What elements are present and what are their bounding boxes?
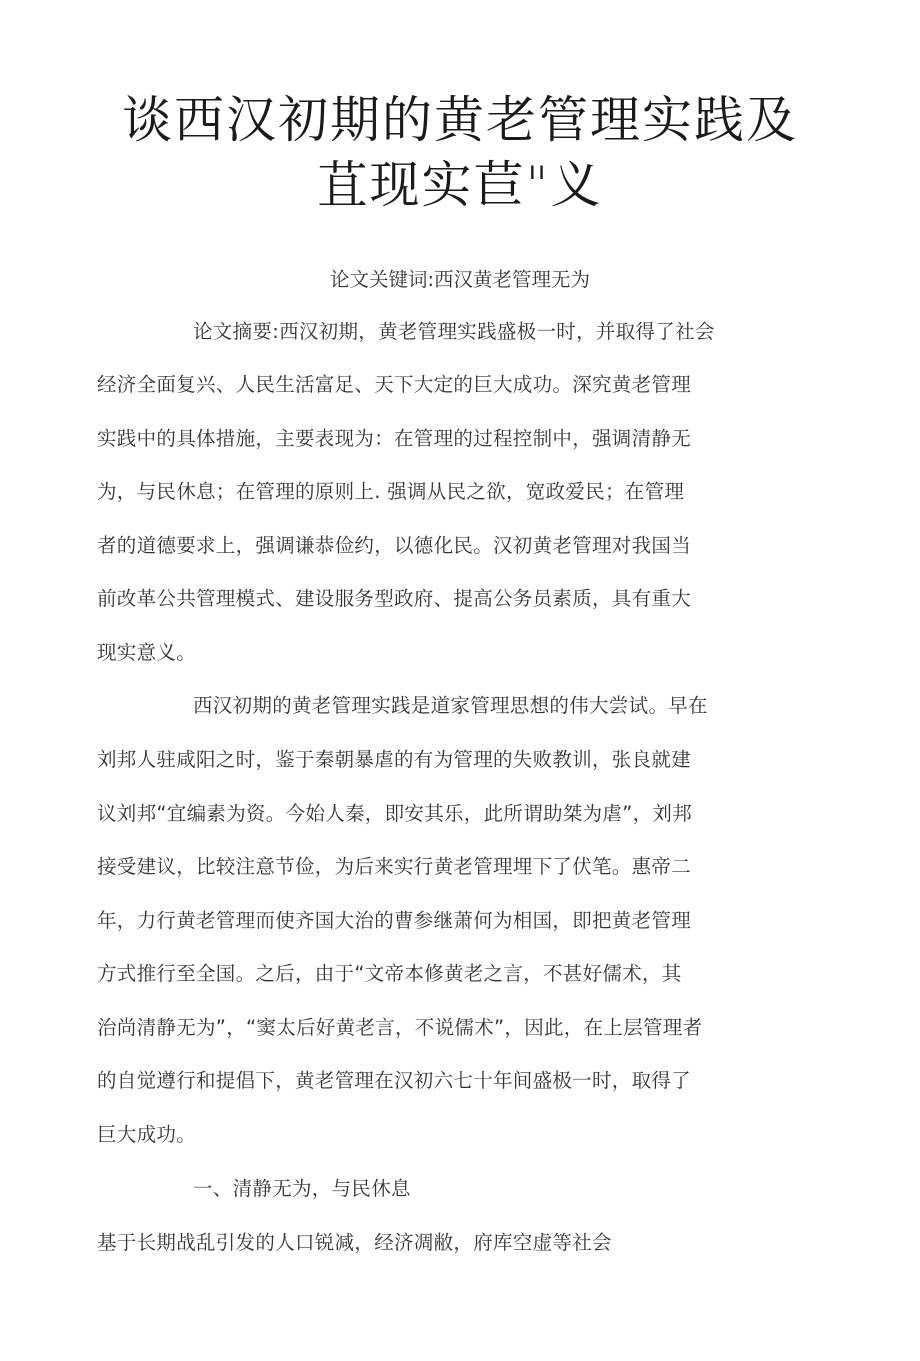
paragraph-line: 年，力行黄老管理而使齐国大治的曹参继萧何为相国，即把黄老管理 — [97, 909, 692, 932]
abstract-line: 现实意义。 — [97, 641, 197, 664]
keywords-line: 论文关键词:西汉黄老管理无为 — [329, 268, 591, 291]
abstract-line: 为，与民休息；在管理的原则上. 强调从民之欲，宽政爱民；在管理 — [97, 480, 685, 503]
abstract-line: 实践中的具体措施，主要表现为：在管理的过程控制中，强调清静无 — [97, 427, 692, 450]
document-title-line-2: 苴现实苣"义 — [317, 156, 603, 214]
paragraph-line: 巨大成功。 — [97, 1123, 197, 1146]
paragraph-line: 方式推行至全国。之后，由于“文帝本修黄老之言，不甚好儒术，其 — [97, 962, 682, 985]
document-title-line-1: 谈西汉初期的黄老管理实践及 — [122, 91, 798, 149]
paragraph-line: 基于长期战乱引发的人口锐减，经济凋敝，府库空虚等社会 — [97, 1231, 612, 1254]
paragraph-line: 治尚清静无为”，“窦太后好黄老言，不说儒术”，因此，在上层管理者 — [97, 1016, 703, 1039]
abstract-line: 者的道德要求上，强调谦恭俭约，以德化民。汉初黄老管理对我国当 — [97, 534, 692, 557]
section-heading: 一、清静无为，与民休息 — [193, 1177, 411, 1200]
paragraph-line: 议刘邦“宜编素为资。今始人秦，即安其乐，此所谓助桀为虐”，刘邦 — [97, 802, 693, 825]
paragraph-line: 的自觉遵行和提倡下，黄老管理在汉初六七十年间盛极一时，取得了 — [97, 1069, 692, 1092]
abstract-line: 经济全面复兴、人民生活富足、天下大定的巨大成功。深究黄老管理 — [97, 373, 692, 396]
abstract-line: 前改革公共管理模式、建设服务型政府、提高公务员素质，具有重大 — [97, 587, 692, 610]
paragraph-line: 西汉初期的黄老管理实践是道家管理思想的伟大尝试。早在 — [193, 694, 708, 717]
paragraph-line: 刘邦人驻咸阳之时，鉴于秦朝暴虐的有为管理的失败教训，张良就建 — [97, 748, 692, 771]
abstract-line: 论文摘要:西汉初期，黄老管理实践盛极一时，并取得了社会 — [193, 320, 715, 343]
paragraph-line: 接受建议，比较注意节俭，为后来实行黄老管理埋下了伏笔。惠帝二 — [97, 855, 692, 878]
